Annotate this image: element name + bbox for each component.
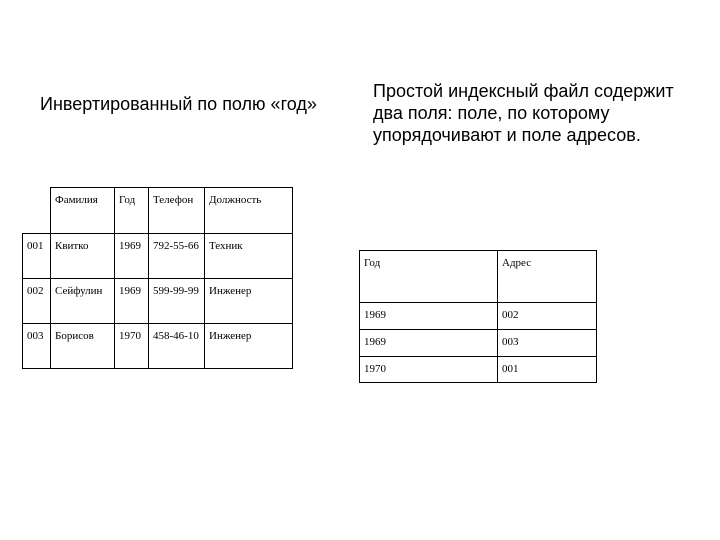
- cell-surname: Квитко: [51, 234, 115, 279]
- cell-address: 002: [498, 303, 597, 330]
- header-cell-year: Год: [360, 251, 498, 303]
- cell-position: Техник: [205, 234, 293, 279]
- cell-year: 1969: [360, 303, 498, 330]
- table-row: [23, 324, 293, 369]
- cell-phone: 458-46-10: [149, 324, 205, 369]
- header-cell-phone: Телефон: [149, 188, 205, 234]
- table-row: [23, 279, 293, 324]
- header-cell-id: [23, 188, 51, 234]
- cell-id: 001: [23, 234, 51, 279]
- cell-year: 1969: [360, 330, 498, 357]
- cell-surname: Сейфулин: [51, 279, 115, 324]
- table-row: [23, 234, 293, 279]
- cell-year: 1970: [360, 357, 498, 383]
- cell-id: 002: [23, 279, 51, 324]
- cell-year: 1969: [115, 234, 149, 279]
- header-cell-position: Должность: [205, 188, 293, 234]
- right-heading: Простой индексный файл содержит два поля: поле, по которому упорядочивают и поле адресов.: [373, 81, 674, 145]
- cell-id: 003: [23, 324, 51, 369]
- left-heading: Инвертированный по полю «год»: [40, 94, 317, 114]
- table-row: [360, 303, 597, 330]
- header-cell-address: Адрес: [498, 251, 597, 303]
- table-row: [360, 330, 597, 357]
- table-header-row: [23, 188, 293, 234]
- cell-year: 1970: [115, 324, 149, 369]
- header-cell-year: Год: [115, 188, 149, 234]
- cell-phone: 599-99-99: [149, 279, 205, 324]
- index-table: [359, 250, 597, 383]
- cell-position: Инженер: [205, 324, 293, 369]
- table-row: [360, 357, 597, 383]
- cell-position: Инженер: [205, 279, 293, 324]
- cell-address: 003: [498, 330, 597, 357]
- header-cell-surname: Фамилия: [51, 188, 115, 234]
- cell-phone: 792-55-66: [149, 234, 205, 279]
- cell-surname: Борисов: [51, 324, 115, 369]
- table-header-row: [360, 251, 597, 303]
- cell-year: 1969: [115, 279, 149, 324]
- cell-address: 001: [498, 357, 597, 383]
- employees-table: [22, 187, 293, 369]
